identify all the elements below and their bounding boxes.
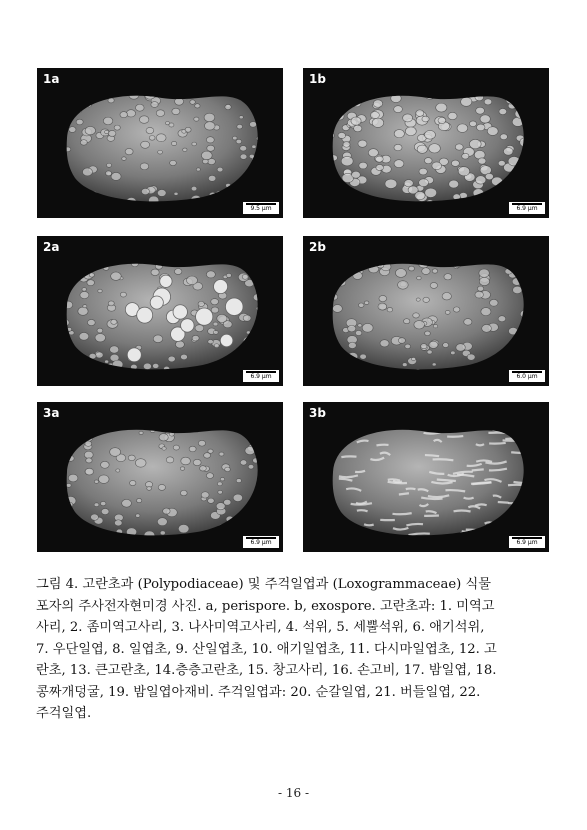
caption-line: 포자의 주사전자현미경 사진. a, perispore. b, exospore. 고란초과: 1. 미역고 [36, 598, 495, 614]
panel-label: 2b [309, 240, 326, 254]
spore-image [37, 402, 283, 552]
caption-line: 란초, 13. 큰고란초, 14.층층고란초, 15. 창고사리, 16. 손고비, 17. 밤일엽, 18. [36, 663, 497, 678]
scale-bar-label: 6.0 μm [516, 373, 538, 380]
spore-image [303, 236, 549, 386]
spore-body [333, 430, 524, 536]
sem-panel-1b [303, 68, 549, 218]
spore-image [37, 236, 283, 386]
spore-image [303, 402, 549, 552]
panel-label: 3a [43, 406, 60, 420]
scale-bar-label: 6.9 μm [516, 539, 538, 546]
panel-label: 3b [309, 406, 326, 420]
page-number: - 16 - [277, 786, 309, 800]
scale-bar-label: 6.9 μm [516, 205, 538, 212]
panel-label: 2a [43, 240, 60, 254]
caption-line: 사리, 2. 좀미역고사리, 3. 나사미역고사리, 4. 석위, 5. 세뿔석위, 6. 애기석위, [36, 620, 485, 635]
sem-panel-1a [37, 68, 283, 218]
spore-image [303, 68, 549, 218]
caption-line: 7. 우단일엽, 8. 일엽초, 9. 산일엽초, 10. 애기일엽초, 11. 다시마일엽초, 12. 고 [36, 641, 497, 657]
caption-line: 콩짜개덩굴, 19. 밤일엽아재비. 주걱일엽과: 20. 순갈일엽, 21. 버들일엽, 22. [36, 684, 481, 700]
sem-panel-3a [37, 402, 283, 552]
caption-line: 그림 4. 고란초과 (Polypodiaceae) 및 주걱일엽과 (Loxogrammaceae) 식물 [36, 577, 491, 592]
sem-panel-2b [303, 236, 549, 386]
scale-bar-label: 6.9 μm [250, 373, 272, 380]
scale-bar [243, 536, 279, 548]
scale-bar [243, 370, 279, 382]
scale-bar [243, 202, 279, 214]
scale-bar-label: 9.5 μm [250, 205, 272, 212]
scale-bar-label: 6.9 μm [250, 539, 272, 546]
scale-bar [509, 202, 545, 214]
scale-bar [509, 370, 545, 382]
sem-panel-3b [303, 402, 549, 552]
panel-label: 1b [309, 72, 326, 86]
panel-label: 1a [43, 72, 60, 86]
scale-bar [509, 536, 545, 548]
caption-line: 주걱일엽. [36, 706, 92, 721]
sem-panel-2a [37, 236, 283, 386]
figure-caption [36, 574, 550, 725]
spore-image [37, 68, 283, 218]
